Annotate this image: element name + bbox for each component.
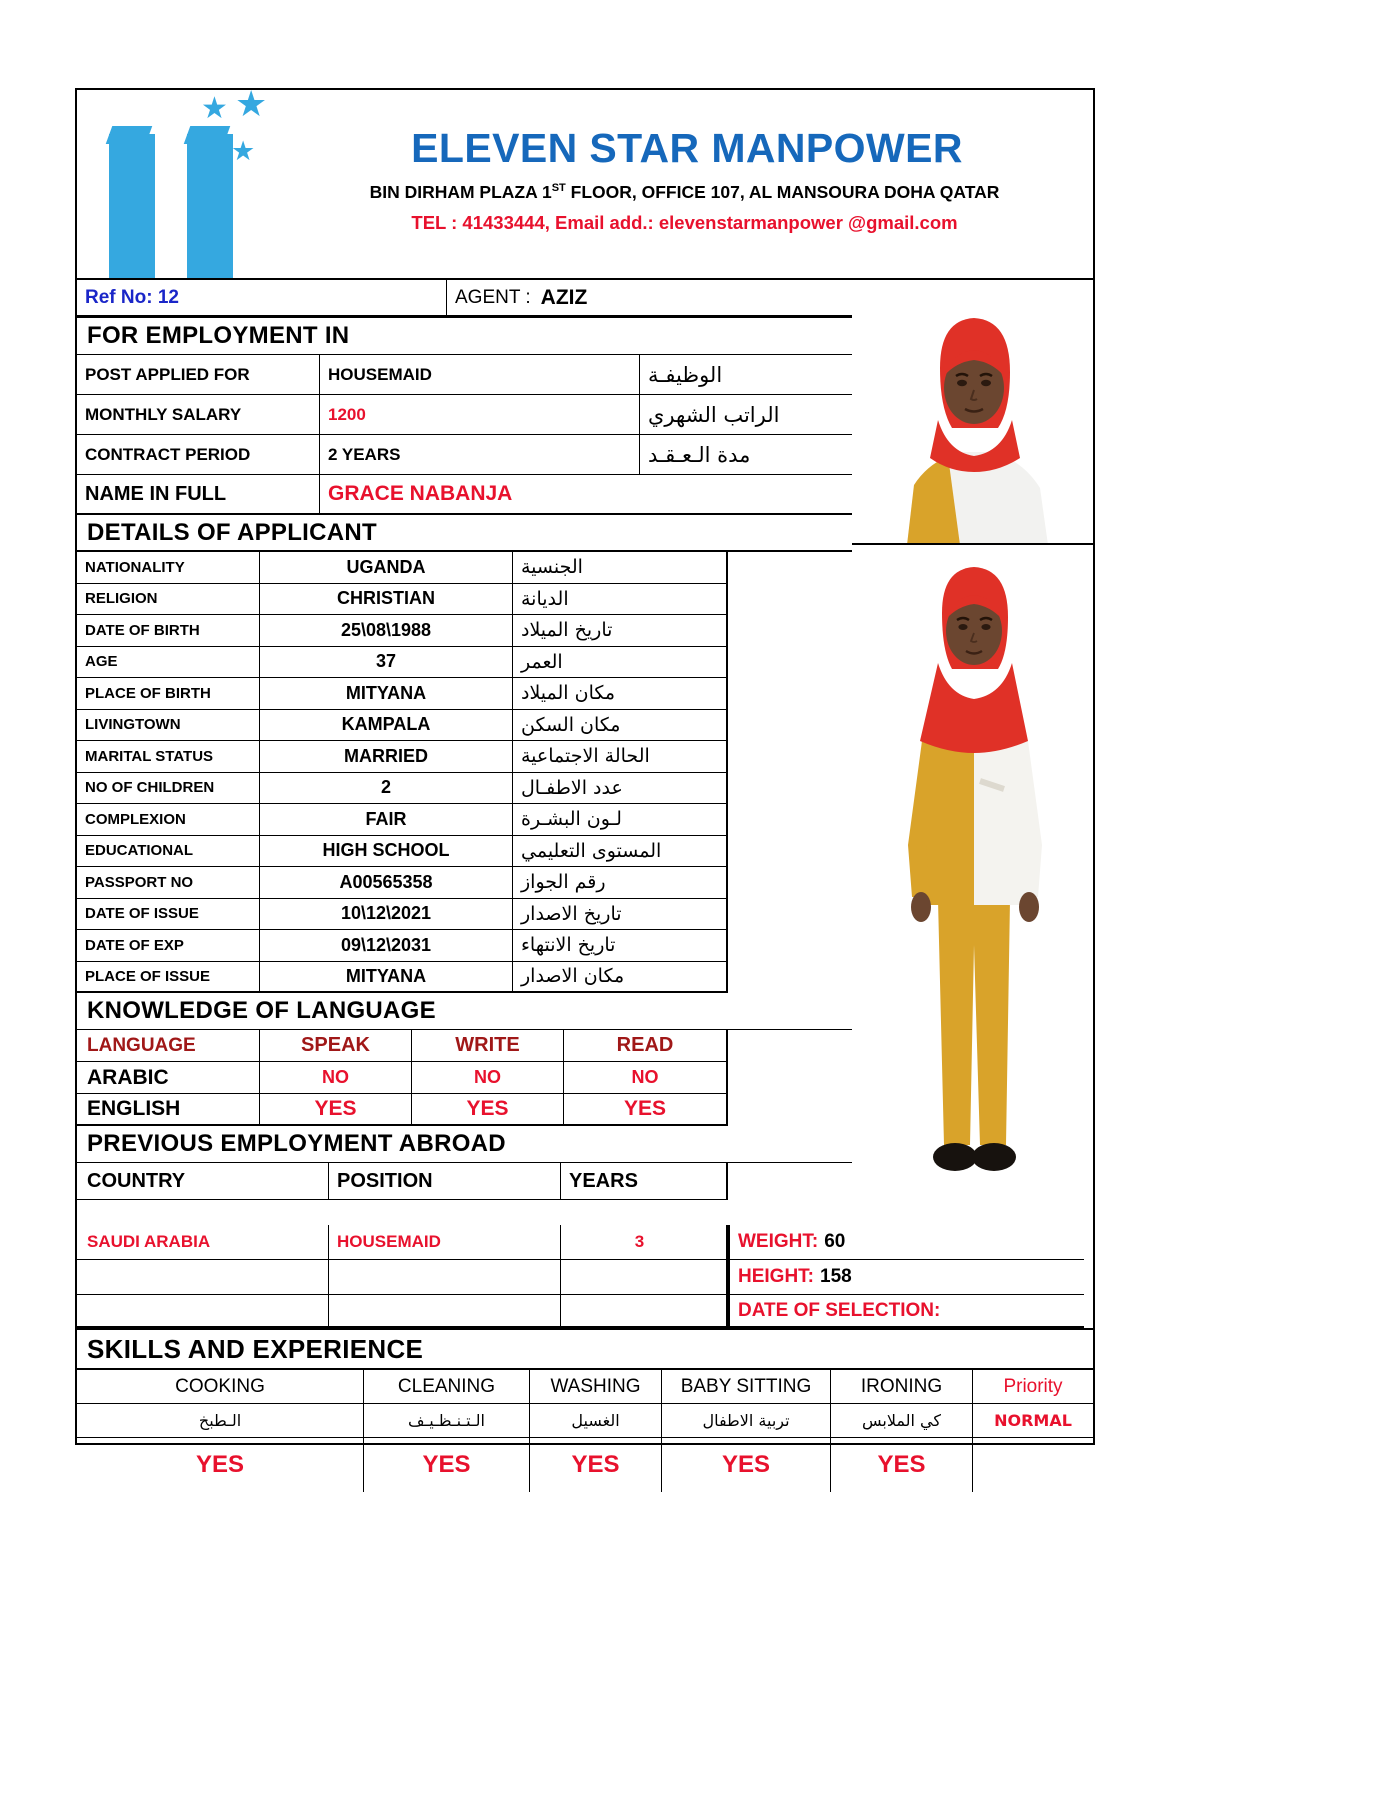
spacer bbox=[728, 930, 852, 962]
age-label: AGE bbox=[77, 647, 260, 679]
priority-cell-value bbox=[973, 1438, 1093, 1492]
spacer bbox=[728, 647, 852, 679]
employment-row bbox=[77, 435, 852, 475]
skill-cooking-label: COOKING bbox=[77, 1370, 364, 1404]
monthly-salary-arabic: الراتب الشهري bbox=[640, 395, 852, 435]
pob-label: PLACE OF BIRTH bbox=[77, 678, 260, 710]
skills-section-title: SKILLS AND EXPERIENCE bbox=[77, 1330, 1093, 1370]
language-row bbox=[77, 1094, 852, 1126]
priority-label: Priority bbox=[973, 1370, 1093, 1404]
name-value: GRACE NABANJA bbox=[320, 475, 852, 514]
nationality-label: NATIONALITY bbox=[77, 552, 260, 584]
detail-row bbox=[77, 867, 852, 899]
educational-arabic: المستوى التعليمي bbox=[513, 836, 728, 868]
pe-years bbox=[561, 1295, 728, 1328]
children-label: NO OF CHILDREN bbox=[77, 773, 260, 805]
detail-row bbox=[77, 773, 852, 805]
skill-babysitting-arabic: تربية الاطفال bbox=[662, 1404, 831, 1438]
applicant-cv-sheet bbox=[75, 88, 1095, 1478]
spacer bbox=[728, 678, 852, 710]
company-contact: TEL : 41433444, Email add.: elevenstarmanpower @gmail.com bbox=[411, 212, 958, 233]
ref-no: Ref No: 12 bbox=[77, 280, 447, 316]
detail-row bbox=[77, 804, 852, 836]
date-of-issue-value: 10\12\2021 bbox=[260, 899, 513, 931]
post-applied-value: HOUSEMAID bbox=[320, 355, 640, 395]
language-section-title: KNOWLEDGE OF LANGUAGE bbox=[77, 993, 852, 1030]
detail-row bbox=[77, 741, 852, 773]
weight-label: WEIGHT: bbox=[738, 1231, 819, 1252]
language-speak: YES bbox=[260, 1094, 412, 1126]
skill-cleaning-label: CLEANING bbox=[364, 1370, 530, 1404]
skill-washing-value: YES bbox=[530, 1438, 662, 1492]
skill-cooking-arabic: الـطبخ bbox=[77, 1404, 364, 1438]
spacer bbox=[728, 584, 852, 616]
ref-agent-row bbox=[77, 280, 852, 318]
date-of-issue-label: DATE OF ISSUE bbox=[77, 899, 260, 931]
photo-column bbox=[852, 280, 1093, 1225]
spacer bbox=[728, 615, 852, 647]
spacer bbox=[728, 899, 852, 931]
nationality-value: UGANDA bbox=[260, 552, 513, 584]
marital-status-arabic: الحالة الاجتماعية bbox=[513, 741, 728, 773]
detail-row bbox=[77, 647, 852, 679]
date-of-selection-cell bbox=[728, 1295, 1084, 1328]
pe-position: HOUSEMAID bbox=[329, 1225, 561, 1260]
age-arabic: العمر bbox=[513, 647, 728, 679]
livingtown-value: KAMPALA bbox=[260, 710, 513, 742]
spacer bbox=[728, 1030, 852, 1062]
monthly-salary-value: 1200 bbox=[320, 395, 640, 435]
spacer bbox=[728, 836, 852, 868]
place-of-issue-label: PLACE OF ISSUE bbox=[77, 962, 260, 994]
eleven-star-logo-icon bbox=[91, 90, 281, 278]
date-of-exp-label: DATE OF EXP bbox=[77, 930, 260, 962]
post-applied-label: POST APPLIED FOR bbox=[77, 355, 320, 395]
language-name: ARABIC bbox=[77, 1062, 260, 1094]
language-write: NO bbox=[412, 1062, 564, 1094]
place-of-issue-value: MITYANA bbox=[260, 962, 513, 994]
previous-employment-row bbox=[77, 1225, 1093, 1260]
pe-country: SAUDI ARABIA bbox=[77, 1225, 329, 1260]
livingtown-arabic: مكان السكن bbox=[513, 710, 728, 742]
date-of-exp-arabic: تاريخ الانتهاء bbox=[513, 930, 728, 962]
educational-value: HIGH SCHOOL bbox=[260, 836, 513, 868]
height-cell bbox=[728, 1260, 1084, 1295]
height-label: HEIGHT: bbox=[738, 1266, 814, 1287]
age-value: 37 bbox=[260, 647, 513, 679]
date-of-exp-value: 09\12\2031 bbox=[260, 930, 513, 962]
portrait-illustration bbox=[852, 280, 1093, 545]
place-of-issue-arabic: مكان الاصدار bbox=[513, 962, 728, 994]
pob-arabic: مكان الميلاد bbox=[513, 678, 728, 710]
skill-washing-arabic: الغسيل bbox=[530, 1404, 662, 1438]
language-name: ENGLISH bbox=[77, 1094, 260, 1126]
pe-country bbox=[77, 1260, 329, 1295]
language-col-header: LANGUAGE bbox=[77, 1030, 260, 1062]
detail-row bbox=[77, 899, 852, 931]
country-col-header: COUNTRY bbox=[77, 1163, 329, 1200]
religion-value: CHRISTIAN bbox=[260, 584, 513, 616]
position-col-header: POSITION bbox=[329, 1163, 561, 1200]
read-col-header: READ bbox=[564, 1030, 728, 1062]
address-part-1: BIN DIRHAM PLAZA 1 bbox=[369, 182, 552, 202]
address-part-2: FLOOR, OFFICE 107, AL MANSOURA DOHA QATAR bbox=[565, 182, 1000, 202]
pob-value: MITYANA bbox=[260, 678, 513, 710]
children-value: 2 bbox=[260, 773, 513, 805]
marital-status-value: MARRIED bbox=[260, 741, 513, 773]
educational-label: EDUCATIONAL bbox=[77, 836, 260, 868]
spacer bbox=[728, 1094, 852, 1126]
skills-value-row bbox=[77, 1438, 1093, 1492]
form-column bbox=[77, 280, 852, 1225]
body-split bbox=[77, 280, 1093, 1225]
contract-period-value: 2 YEARS bbox=[320, 435, 640, 475]
skill-washing-label: WASHING bbox=[530, 1370, 662, 1404]
skills-header-row bbox=[77, 1370, 1093, 1404]
previous-employment-row bbox=[77, 1295, 1093, 1330]
spacer bbox=[728, 741, 852, 773]
contract-period-arabic: مدة الـعـقـد bbox=[640, 435, 852, 475]
pe-years bbox=[561, 1260, 728, 1295]
applicant-section-title: DETAILS OF APPLICANT bbox=[77, 515, 852, 552]
employment-section-title: FOR EMPLOYMENT IN bbox=[77, 318, 852, 355]
applicant-portrait-photo bbox=[852, 280, 1093, 545]
name-label: NAME IN FULL bbox=[77, 475, 320, 514]
spacer bbox=[728, 773, 852, 805]
passport-no-label: PASSPORT NO bbox=[77, 867, 260, 899]
agent-label: AGENT : bbox=[455, 286, 531, 308]
spacer bbox=[728, 552, 852, 584]
language-write: YES bbox=[412, 1094, 564, 1126]
date-of-selection-label: DATE OF SELECTION: bbox=[738, 1299, 941, 1321]
priority-value: NORMAL bbox=[973, 1404, 1093, 1438]
detail-row bbox=[77, 615, 852, 647]
complexion-value: FAIR bbox=[260, 804, 513, 836]
spacer bbox=[728, 804, 852, 836]
monthly-salary-label: MONTHLY SALARY bbox=[77, 395, 320, 435]
spacer bbox=[728, 867, 852, 899]
children-arabic: عدد الاطفـال bbox=[513, 773, 728, 805]
marital-status-label: MARITAL STATUS bbox=[77, 741, 260, 773]
contract-period-label: CONTRACT PERIOD bbox=[77, 435, 320, 475]
pe-position bbox=[329, 1260, 561, 1295]
skill-cooking-value: YES bbox=[77, 1438, 364, 1492]
detail-row bbox=[77, 584, 852, 616]
height-value: 158 bbox=[820, 1266, 852, 1287]
religion-label: RELIGION bbox=[77, 584, 260, 616]
nationality-arabic: الجنسية bbox=[513, 552, 728, 584]
star-icon: ★ bbox=[231, 136, 256, 166]
skill-ironing-arabic: كي الملابس bbox=[831, 1404, 973, 1438]
employment-row bbox=[77, 395, 852, 435]
skill-cleaning-value: YES bbox=[364, 1438, 530, 1492]
employment-row bbox=[77, 355, 852, 395]
language-read: NO bbox=[564, 1062, 728, 1094]
spacer bbox=[728, 962, 852, 994]
spacer bbox=[728, 1062, 852, 1094]
previous-employment-row bbox=[77, 1260, 1093, 1295]
name-row bbox=[77, 475, 852, 515]
star-icon: ★ bbox=[201, 92, 228, 125]
pe-position bbox=[329, 1295, 561, 1328]
complexion-arabic: لـون البشـرة bbox=[513, 804, 728, 836]
previous-employment-section-title: PREVIOUS EMPLOYMENT ABROAD bbox=[77, 1126, 852, 1163]
write-col-header: WRITE bbox=[412, 1030, 564, 1062]
language-row bbox=[77, 1062, 852, 1094]
agent-cell bbox=[447, 280, 852, 316]
skill-ironing-value: YES bbox=[831, 1438, 973, 1492]
post-applied-arabic: الوظيفـة bbox=[640, 355, 852, 395]
detail-row bbox=[77, 962, 852, 994]
company-address bbox=[277, 182, 1092, 203]
language-header-row bbox=[77, 1030, 852, 1062]
dob-arabic: تاريخ الميلاد bbox=[513, 615, 728, 647]
language-read: YES bbox=[564, 1094, 728, 1126]
detail-row bbox=[77, 930, 852, 962]
years-col-header: YEARS bbox=[561, 1163, 728, 1200]
dob-label: DATE OF BIRTH bbox=[77, 615, 260, 647]
pe-years: 3 bbox=[561, 1225, 728, 1260]
religion-arabic: الديانة bbox=[513, 584, 728, 616]
detail-row bbox=[77, 836, 852, 868]
star-icon: ★ bbox=[235, 90, 268, 124]
language-speak: NO bbox=[260, 1062, 412, 1094]
skill-babysitting-label: BABY SITTING bbox=[662, 1370, 831, 1404]
detail-row bbox=[77, 710, 852, 742]
weight-value: 60 bbox=[824, 1231, 846, 1252]
passport-no-arabic: رقم الجواز bbox=[513, 867, 728, 899]
spacer bbox=[728, 710, 852, 742]
pe-country bbox=[77, 1295, 329, 1328]
skill-babysitting-value: YES bbox=[662, 1438, 831, 1492]
applicant-fullbody-photo bbox=[852, 545, 1093, 1225]
skill-ironing-label: IRONING bbox=[831, 1370, 973, 1404]
detail-row bbox=[77, 552, 852, 584]
letterhead bbox=[77, 90, 1093, 280]
fullbody-illustration bbox=[852, 545, 1093, 1225]
dob-value: 25\08\1988 bbox=[260, 615, 513, 647]
speak-col-header: SPEAK bbox=[260, 1030, 412, 1062]
address-ordinal: ST bbox=[551, 182, 566, 195]
skill-cleaning-arabic: الـتـنـظـيـف bbox=[364, 1404, 530, 1438]
spacer bbox=[728, 1163, 852, 1200]
weight-cell bbox=[728, 1225, 1084, 1260]
livingtown-label: LIVINGTOWN bbox=[77, 710, 260, 742]
previous-employment-header-row bbox=[77, 1163, 852, 1200]
passport-no-value: A00565358 bbox=[260, 867, 513, 899]
skills-arabic-row bbox=[77, 1404, 1093, 1438]
company-name: ELEVEN STAR MANPOWER bbox=[411, 125, 963, 171]
agent-value: AZIZ bbox=[540, 285, 588, 309]
detail-row bbox=[77, 678, 852, 710]
complexion-label: COMPLEXION bbox=[77, 804, 260, 836]
date-of-issue-arabic: تاريخ الاصدار bbox=[513, 899, 728, 931]
